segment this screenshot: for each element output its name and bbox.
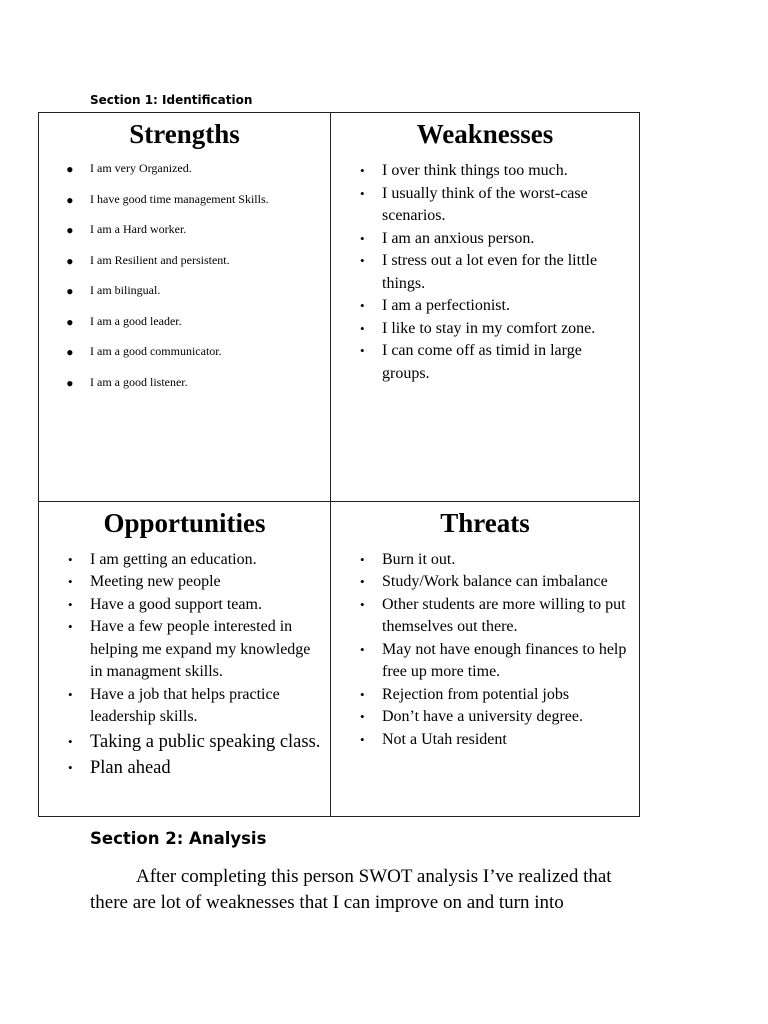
list-item: • I can come off as timid in large groups. [382,340,633,385]
section-2-heading: Section 2: Analysis [90,829,267,848]
list-item: • Burn it out. [382,549,633,572]
list-item: • I am getting an education. [90,549,324,572]
list-item: • Study/Work balance can imbalance [382,571,633,594]
strengths-list [39,161,330,390]
analysis-paragraph: After completing this person SWOT analysis I’ve realized that there are lot of weaknesses that I can improve on and turn into [90,866,612,913]
list-item: • I am a good leader. [90,314,330,329]
weaknesses-title: Weaknesses [416,119,554,149]
swot-table [38,112,640,817]
threats-cell [331,501,640,816]
list-item: • May not have enough finances to help free up more time. [382,639,633,684]
list-item: • I stress out a lot even for the little things. [382,250,633,295]
list-item: • I am an anxious person. [382,228,633,251]
list-item: • I like to stay in my comfort zone. [382,318,633,341]
list-item: • Have a good support team. [90,594,324,617]
list-item: • Don’t have a university degree. [382,706,633,729]
list-item: • Meeting new people [90,571,324,594]
list-item: • I am a good communicator. [90,344,330,359]
strengths-cell [39,113,331,502]
list-item: • I am a perfectionist. [382,295,633,318]
list-item: • I am a Hard worker. [90,222,330,237]
weaknesses-cell [331,113,640,502]
list-item: • I have good time management Skills. [90,192,330,207]
opportunities-title: Opportunities [103,507,266,538]
list-item: • I over think things too much. [382,160,633,183]
list-item: • I usually think of the worst-case scenarios. [382,183,633,228]
list-item: • Other students are more willing to put themselves out there. [382,594,633,639]
opportunities-cell [39,501,331,816]
list-item: • Not a Utah resident [382,729,633,752]
list-item: • I am Resilient and persistent. [90,253,330,268]
threats-list [331,549,639,752]
list-item: • I am very Organized. [90,161,330,176]
list-item: • I am a good listener. [90,375,330,390]
list-item: • I am bilingual. [90,283,330,298]
list-item: • Rejection from potential jobs [382,684,633,707]
list-item: • Have a few people interested in helping me expand my knowledge in managment skills. [90,616,324,684]
section-1-heading: Section 1: Identification [90,93,253,107]
list-item: • Plan ahead [90,755,324,781]
list-item: • Have a job that helps practice leadership skills. [90,684,324,729]
threats-title: Threats [440,507,530,538]
list-item: • Taking a public speaking class. [90,729,324,755]
strengths-title: Strengths [129,119,240,149]
weaknesses-list [331,160,639,385]
opportunities-list [39,549,330,781]
